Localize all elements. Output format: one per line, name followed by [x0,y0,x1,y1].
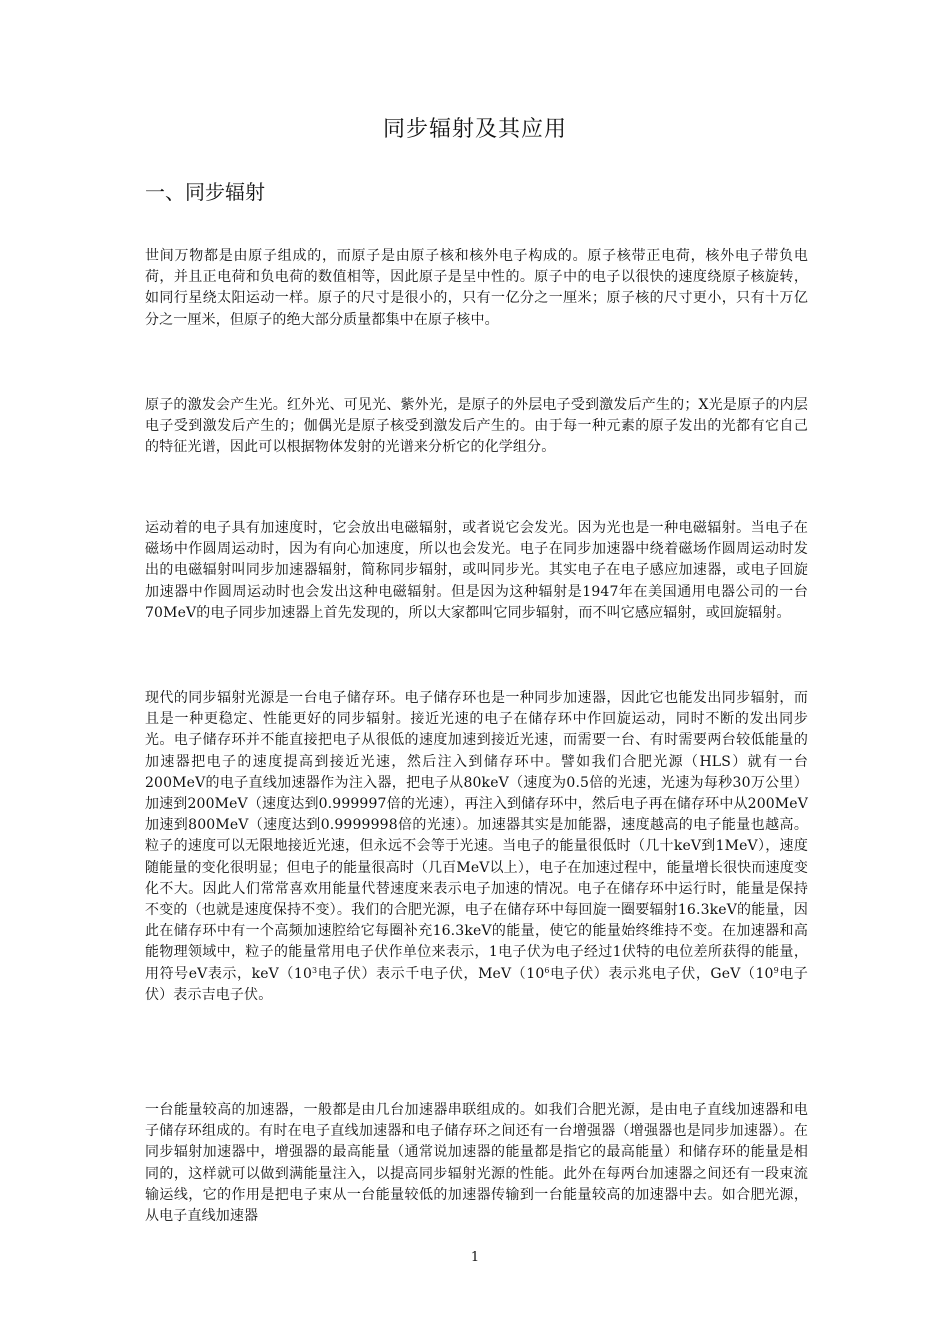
paragraph-storage-ring [145,688,808,1006]
paragraph-text-segment: 电子伏）表示吉电子伏。 [145,965,808,1003]
page-number: 1 [470,1250,480,1265]
document-title: 同步辐射及其应用 [382,117,567,142]
paragraph-excitation: 原子的激发会产生光。红外光、可见光、紫外光，是原子的外层电子受到激发后产生的；X光是原子的内层电子受到激发后产生的；伽偶光是原子核受到激发后产生的。由于每一种元素的原子发出的光都有它自己的特征光谱，因此可以根据物体发射的光谱来分析它的化学组分。 [145,397,808,456]
paragraph-accelerator-chain: 一台能量较高的加速器，一般都是由几台加速器串联组成的。如我们合肥光源，是由电子直线加速器和电子储存环组成的。有时在电子直线加速器和电子储存环之间还有一台增强器（增强器也是同步加速器）。在同步辐射加速器中，增强器的最高能量（通常说加速器的能量都是指它的最高能量）和储存环的能量是相同的，这样就可以做到满能量注入，以提高同步辐射光源的性能。此外在每两台加速器之间还有一段束流输运线，它的作用是把电子束从一台能量较低的加速器传输到一台能量较高的加速器中去。如合肥光源，从电子直线加速器 [145,1102,808,1225]
superscript: 6 [544,965,550,975]
paragraph-text-segment: 电子伏）表示兆电子伏，GeV（10 [549,965,774,982]
paragraph-synchrotron-radiation: 运动着的电子具有加速度时，它会放出电磁辐射，或者说它会发光。因为光也是一种电磁辐射。当电子在磁场中作圆周运动时，因为有向心加速度，所以也会发光。电子在同步加速器中绕着磁场作圆周运动时发出的电磁辐射叫同步加速器辐射，简称同步辐射，或叫同步光。其实电子在电子感应加速器，或电子回旋加速器中作圆周运动时也会发出这种电磁辐射。但是因为这种辐射是1947年在美国通用电器公司的一台70MeV的电子同步加速器上首先发现的，所以大家都叫它同步辐射，而不叫它感应辐射，或回旋辐射。 [145,520,808,621]
paragraph-atoms: 世间万物都是由原子组成的，而原子是由原子核和核外电子构成的。原子核带正电荷，核外电子带负电荷，并且正电荷和负电荷的数值相等，因此原子是呈中性的。原子中的电子以很快的速度绕原子核旋转，如同行星绕太阳运动一样。原子的尺寸是很小的，只有一亿分之一厘米；原子核的尺寸更小，只有十万亿分之一厘米，但原子的绝大部分质量都集中在原子核中。 [145,248,808,328]
section-heading: 一、同步辐射 [145,180,265,204]
superscript: 9 [773,965,779,975]
paragraph-text-segment: 现代的同步辐射光源是一台电子储存环。电子储存环也是一种同步加速器，因此它也能发出同步辐射，而且是一种更稳定、性能更好的同步辐射。接近光速的电子在储存环中作回旋运动，同时不断的发出同步光。电子储存环并不能直接把电子从很低的速度加速到接近光速，而需要一台、有时需要两台较低能量的加速器把电子的速度提高到接近光速，然后注入到储存环中。譬如我们合肥光源（HLS）就有一台200MeV的电子直线加速器作为注入器，把电子从80keV（速度为0.5倍的光速，光速为每秒30万公里）加速到200MeV（速度达到0.999997倍的光速），再注入到储存环中，然后电子再在储存环中从200MeV加速到800MeV（速度达到0.9999998倍的光速）。加速器其实是加能器，速度越高的电子能量也越高。粒子的速度可以无限地接近光速，但永远不会等于光速。当电子的能量很低时（几十keV到1MeV），速度随能量的变化很明显；但电子的能量很高时（几百MeV以上），电子在加速过程中，能量增长很快而速度变化不大。因此人们常常喜欢用能量代替速度来表示电子加速的情况。电子在储存环中运行时，能量是保持不变的（也就是速度保持不变）。我们的合肥光源，电子在储存环中每回旋一圈要辐射16.3keV的能量，因此在储存环中有一个高频加速腔给它每圈补充16.3keV的能量，使它的能量始终维持不变。在加速器和高能物理领域中，粒子的能量常用电子伏作单位来表示，1电子伏为电子经过1伏特的电位差所获得的能量，用符号eV表示，keV（10 [145,690,808,982]
superscript: 3 [312,965,318,975]
paragraph-text-segment: 电子伏）表示千电子伏，MeV（10 [317,965,545,982]
